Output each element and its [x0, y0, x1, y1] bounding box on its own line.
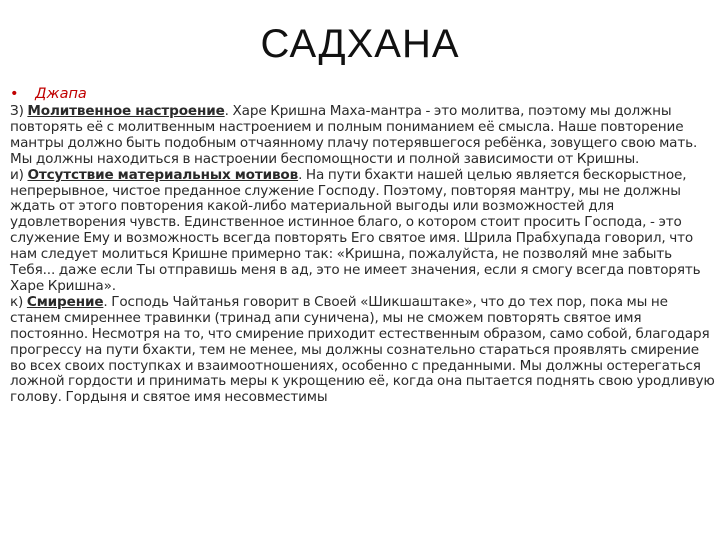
section-body: . Харе Кришна Маха-мантра - это молитва, поэтому мы должны повторять её с молитвенным настроением и полным пониманием её смысла. Наше повторение мантры должно быть подобным отчаянному плачу потерявшегося ребёнка, зовущего свою мать. Мы должны находиться в настроении беспомощности и полной зависимости от Кришны.	[10, 103, 698, 167]
section-prefix: и)	[10, 166, 28, 183]
section-heading: Молитвенное настроение	[27, 103, 225, 119]
bullet-label: Джапа	[35, 86, 87, 102]
section-no-material-motives	[10, 168, 715, 295]
slide-title: САДХАНА	[260, 22, 460, 66]
section-heading: Отсутствие материальных мотивов	[27, 166, 299, 183]
section-body: . Господь Чайтанья говорит в Своей «Шикшаштаке», что до тех пор, пока мы не станем смиреннее травинки (тринад апи суничена), мы не сможем повторять святое имя постоянно. Несмотря на то, что смирение приходит естественным образом, само собой, благодаря прогрессу на пути бхакти, тем не менее, мы должны сознательно стараться проявлять смирение во всех своих поступках и взаимоотношениях, особенно с преданными. Мы должны остерегаться ложной гордости и принимать меры к укрощению её, когда она пытается поднять свою уродливую голову. Гордыня и святое имя несовместимы	[10, 293, 715, 406]
section-prefix: к)	[10, 293, 27, 310]
content-body	[10, 104, 715, 406]
section-heading: Смирение	[26, 293, 104, 310]
bullet-mark: •	[10, 86, 19, 102]
section-prefix: З)	[10, 103, 28, 119]
section-prayerful-mood	[10, 104, 715, 168]
section-humility	[10, 295, 715, 406]
section-body: . На пути бхакти нашей целью является бескорыстное, непрерывное, чистое преданное служение Господу. Поэтому, повторяя мантру, мы не должны ждать от этого повторения какой-либо материальной выгоды или возможностей для удовлетворения чувств. Единственное истинное благо, о котором стоит просить Господа, - это служение Ему и возможность всегда повторять Его святое имя. Шрила Прабхупада говорил, что нам следует молиться Кришне примерно так: «Кришна, пожалуйста, не позволяй мне забыть Тебя... даже если Ты отправишь меня в ад, это не имеет значения, если я смогу всегда повторять Харе Кришна».	[10, 166, 701, 294]
bullet-item-japa	[10, 85, 87, 103]
